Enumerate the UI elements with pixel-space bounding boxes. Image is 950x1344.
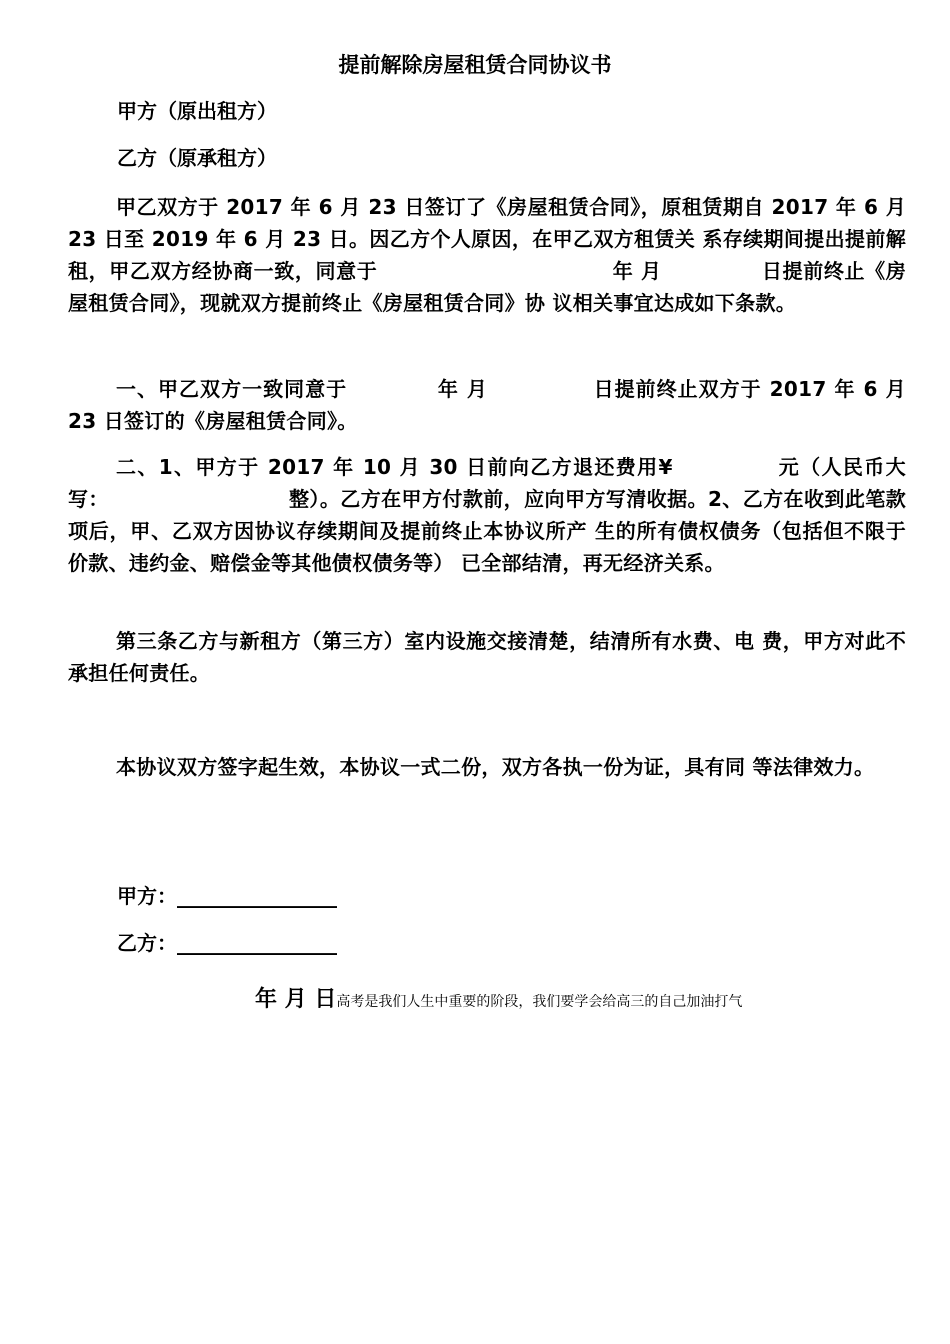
clause-three-paragraph: 第三条乙方与新租方（第三方）室内设施交接清楚，结清所有水费、电 费，甲方对此不承担任何责任。 (68, 629, 906, 685)
party-b-line: 乙方（原承租方） (117, 146, 277, 170)
clause-two-text-1: 二、1、甲方于 2017 年 10 月 30 日前向乙方退还费用¥ (116, 455, 673, 479)
clause-one-text-1: 一、甲乙双方一致同意于 (116, 377, 348, 401)
intro-text-3: 日提前终止《房屋租赁合同》，现就双方提前终止《房屋租赁合同》协 议相关事宜达成如下条款。 (68, 259, 907, 315)
clause-two-text-2: 元（人民币大写： (68, 455, 906, 511)
intro-text-1: 甲乙双方于 2017 年 6 月 23 日签订了《房屋租赁合同》，原租赁期自 2017 年 6 月 23 日至 2019 年 6 月 23 日。因乙方个人原因，在甲乙双方租赁关 系存续期间提出提前解租，甲乙双方经协商一致，同意于 (68, 195, 906, 283)
clause-one-text-2: 年 月 (437, 377, 488, 401)
clause-two-text-3: 整）。乙方在甲方付款前，应向甲方写清收据。2、乙方在收到此笔款项后，甲、乙双方因协议存续期间及提前终止本协议所产 生的所有债权债务（包括但不限于价款、违约金、赔偿金等其他债权债务等） 已全部结清，再无经济关系。 (68, 487, 906, 575)
signature-party-b: 乙方：________________ (117, 931, 337, 955)
effect-paragraph: 本协议双方签字起生效，本协议一式二份，双方各执一份为证，具有同 等法律效力。 (116, 755, 875, 779)
clause-one-text-3: 日提前终止双方于 2017 年 6 月 23 日签订的《房屋租赁合同》。 (68, 377, 906, 433)
clause-two-paragraph (68, 451, 906, 579)
intro-text-2: 年 月 (612, 259, 662, 283)
footnote-text: 高考是我们人生中重要的阶段，我们要学会给高三的自己加油打气 (336, 994, 743, 1010)
signature-party-a: 甲方：________________ (117, 884, 337, 908)
date-label: 年 月 日 (255, 987, 337, 1012)
intro-paragraph (68, 191, 906, 319)
document-title: 提前解除房屋租赁合同协议书 (338, 53, 612, 77)
party-a-line: 甲方（原出租方） (117, 99, 277, 123)
clause-one-paragraph (68, 373, 906, 437)
signing-date-line (255, 985, 742, 1017)
